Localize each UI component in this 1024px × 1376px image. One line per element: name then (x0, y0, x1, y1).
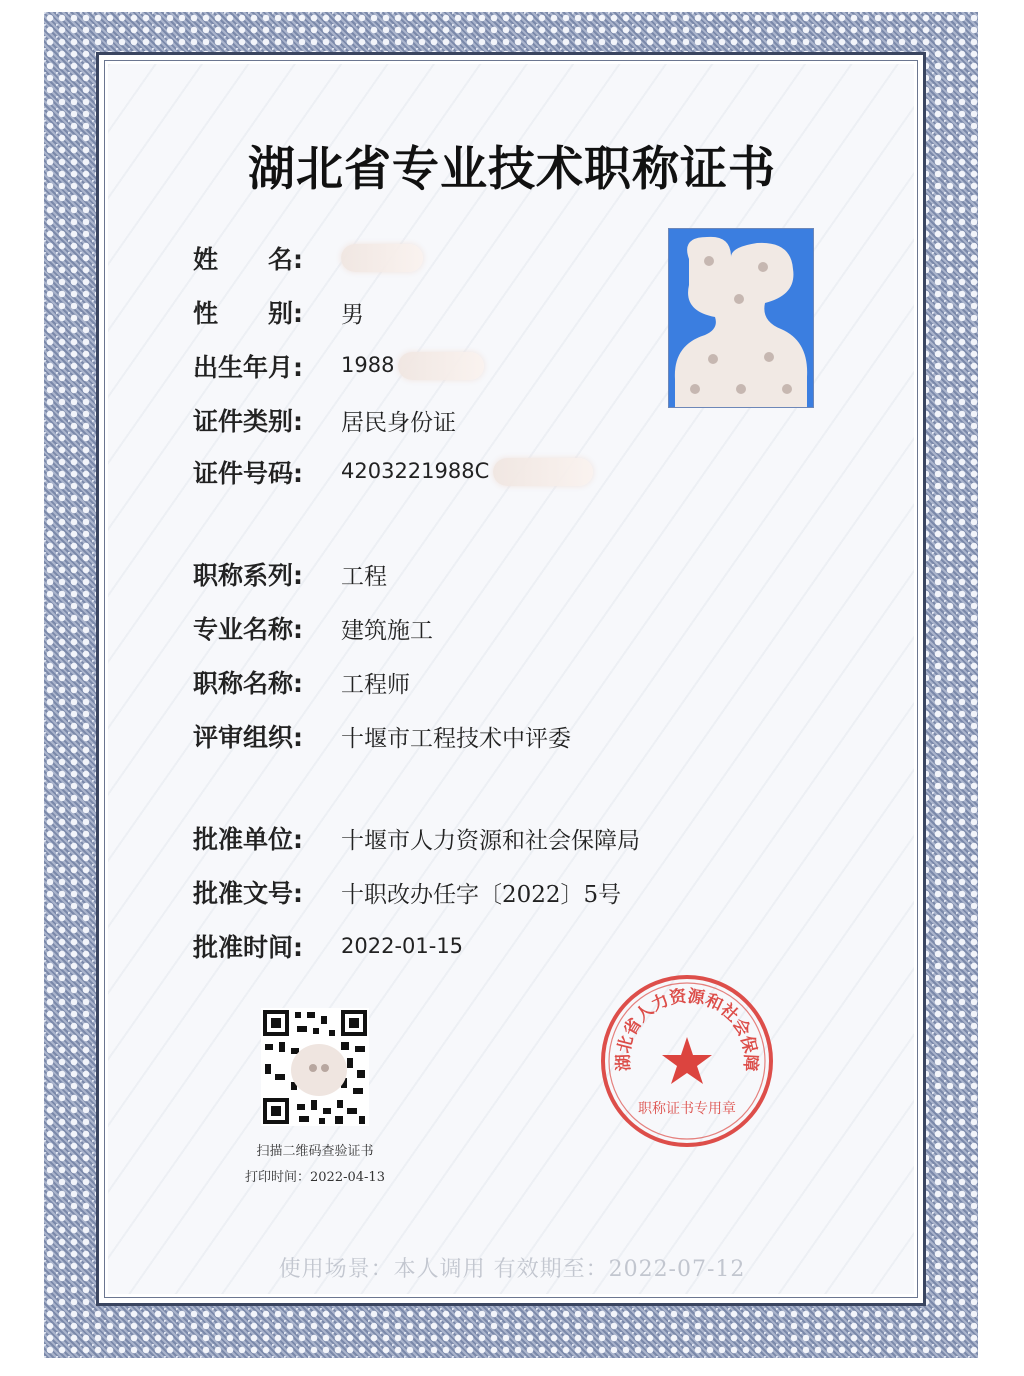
series-value: 工程 (341, 563, 387, 590)
gender-label: 性 别: (193, 299, 303, 328)
approval-unit-value: 十堰市人力资源和社会保障局 (341, 827, 640, 854)
certificate-title: 湖北省专业技术职称证书 (248, 142, 776, 197)
series-label: 职称系列: (193, 561, 303, 590)
svg-text:职称证书专用章: 职称证书专用章 (638, 1101, 736, 1117)
id-type-label: 证件类别: (193, 407, 303, 436)
approval-doc-row (193, 872, 621, 912)
birth-row (193, 346, 484, 386)
official-seal (597, 971, 777, 1151)
series-row (193, 554, 387, 594)
svg-text:湖北省人力资源和社会保障厅: 湖北省人力资源和社会保障 (613, 986, 761, 1072)
usage-footer: 使用场景：本人调用 有效期至：2022-07-12 (278, 1257, 746, 1282)
approval-date-row (193, 926, 463, 966)
print-time: 打印时间：2022-04-13 (245, 1170, 385, 1185)
approval-unit-label: 批准单位: (193, 825, 303, 854)
name-label: 姓 名: (193, 245, 303, 274)
approval-unit-row (193, 818, 640, 858)
birth-value: 1988 (341, 352, 484, 380)
approval-date-value: 2022-01-15 (341, 934, 464, 958)
approval-doc-value: 十职改办任字〔2022〕5号 (341, 881, 622, 908)
title-name-row (193, 662, 410, 702)
holder-photo (668, 228, 814, 408)
qr-code-icon (261, 1008, 369, 1126)
id-type-row (193, 400, 456, 440)
review-org-row (193, 716, 571, 756)
review-org-label: 评审组织: (193, 723, 303, 752)
title-name-value: 工程师 (341, 671, 410, 698)
approval-date-label: 批准时间: (193, 933, 303, 962)
approval-doc-label: 批准文号: (193, 879, 303, 908)
seal-stamp-icon (597, 971, 777, 1151)
name-value (341, 244, 423, 272)
qr-code[interactable] (261, 1008, 369, 1126)
birth-label: 出生年月: (193, 353, 303, 382)
specialty-label: 专业名称: (193, 615, 303, 644)
redacted-id (493, 458, 593, 486)
id-number-label: 证件号码: (193, 459, 303, 488)
qr-caption: 扫描二维码查验证书 (256, 1144, 374, 1159)
specialty-value: 建筑施工 (341, 617, 433, 644)
gender-row (193, 292, 364, 332)
id-type-value: 居民身份证 (341, 409, 456, 436)
redacted-name (341, 244, 423, 272)
id-number-row (193, 452, 593, 492)
id-number-value: 4203221988C (341, 458, 593, 486)
redacted-birth (398, 352, 484, 380)
title-name-label: 职称名称: (193, 669, 303, 698)
review-org-value: 十堰市工程技术中评委 (341, 725, 571, 752)
gender-value: 男 (341, 301, 364, 328)
redacted-photo-icon (669, 229, 814, 408)
specialty-row (193, 608, 433, 648)
name-row (193, 238, 423, 278)
